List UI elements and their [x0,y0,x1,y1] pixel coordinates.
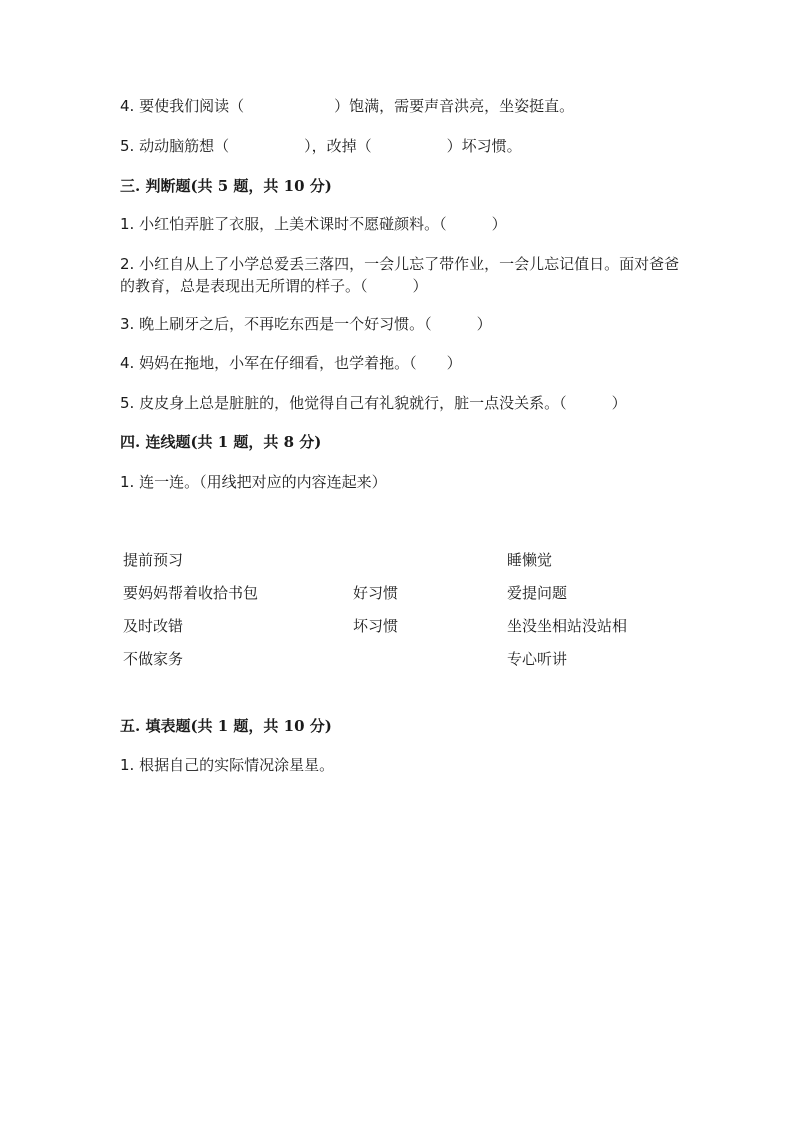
section-heading-judge: 三. 判断题(共 5 题，共 10 分) [120,177,332,195]
section-heading-match: 四. 连线题(共 1 题，共 8 分) [120,433,322,451]
question-match-1: 1. 连一连。（用线把对应的内容连起来） [120,473,387,491]
question-judge-5: 5. 皮皮身上总是脏脏的，他觉得自己有礼貌就行，脏一点没关系。（ ） [120,394,627,412]
match-left-item: 及时改错 [123,617,184,635]
match-left-item: 不做家务 [123,650,184,668]
section-heading-table: 五. 填表题(共 1 题，共 10 分) [120,717,332,735]
question-judge-1: 1. 小红怕弄脏了衣服，上美术课时不愿碰颜料。（ ） [120,215,507,233]
match-right-item: 坐没坐相站没站相 [507,617,628,635]
question-table-1: 1. 根据自己的实际情况涂星星。 [120,756,335,774]
question-fill-5: 5. 动动脑筋想（ ），改掉（ ）坏习惯。 [120,137,522,155]
question-judge-2: 2. 小红自从上了小学总爱丢三落四，一会儿忘了带作业，一会儿忘记值日。面对爸爸的教育，总是表现出无所谓的样子。（ ） [120,255,680,295]
match-right-item: 睡懒觉 [507,551,553,569]
match-left-item: 提前预习 [123,551,184,569]
match-middle-item: 好习惯 [353,584,399,602]
question-fill-4: 4. 要使我们阅读（ ）饱满，需要声音洪亮，坐姿挺直。 [120,97,575,115]
match-right-item: 专心听讲 [507,650,568,668]
match-right-item: 爱提问题 [507,584,568,602]
match-left-item: 要妈妈帮着收拾书包 [123,584,259,602]
question-judge-3: 3. 晚上刷牙之后，不再吃东西是一个好习惯。（ ） [120,315,492,333]
question-judge-4: 4. 妈妈在拖地，小军在仔细看，也学着拖。（ ） [120,354,462,372]
match-middle-item: 坏习惯 [353,617,399,635]
